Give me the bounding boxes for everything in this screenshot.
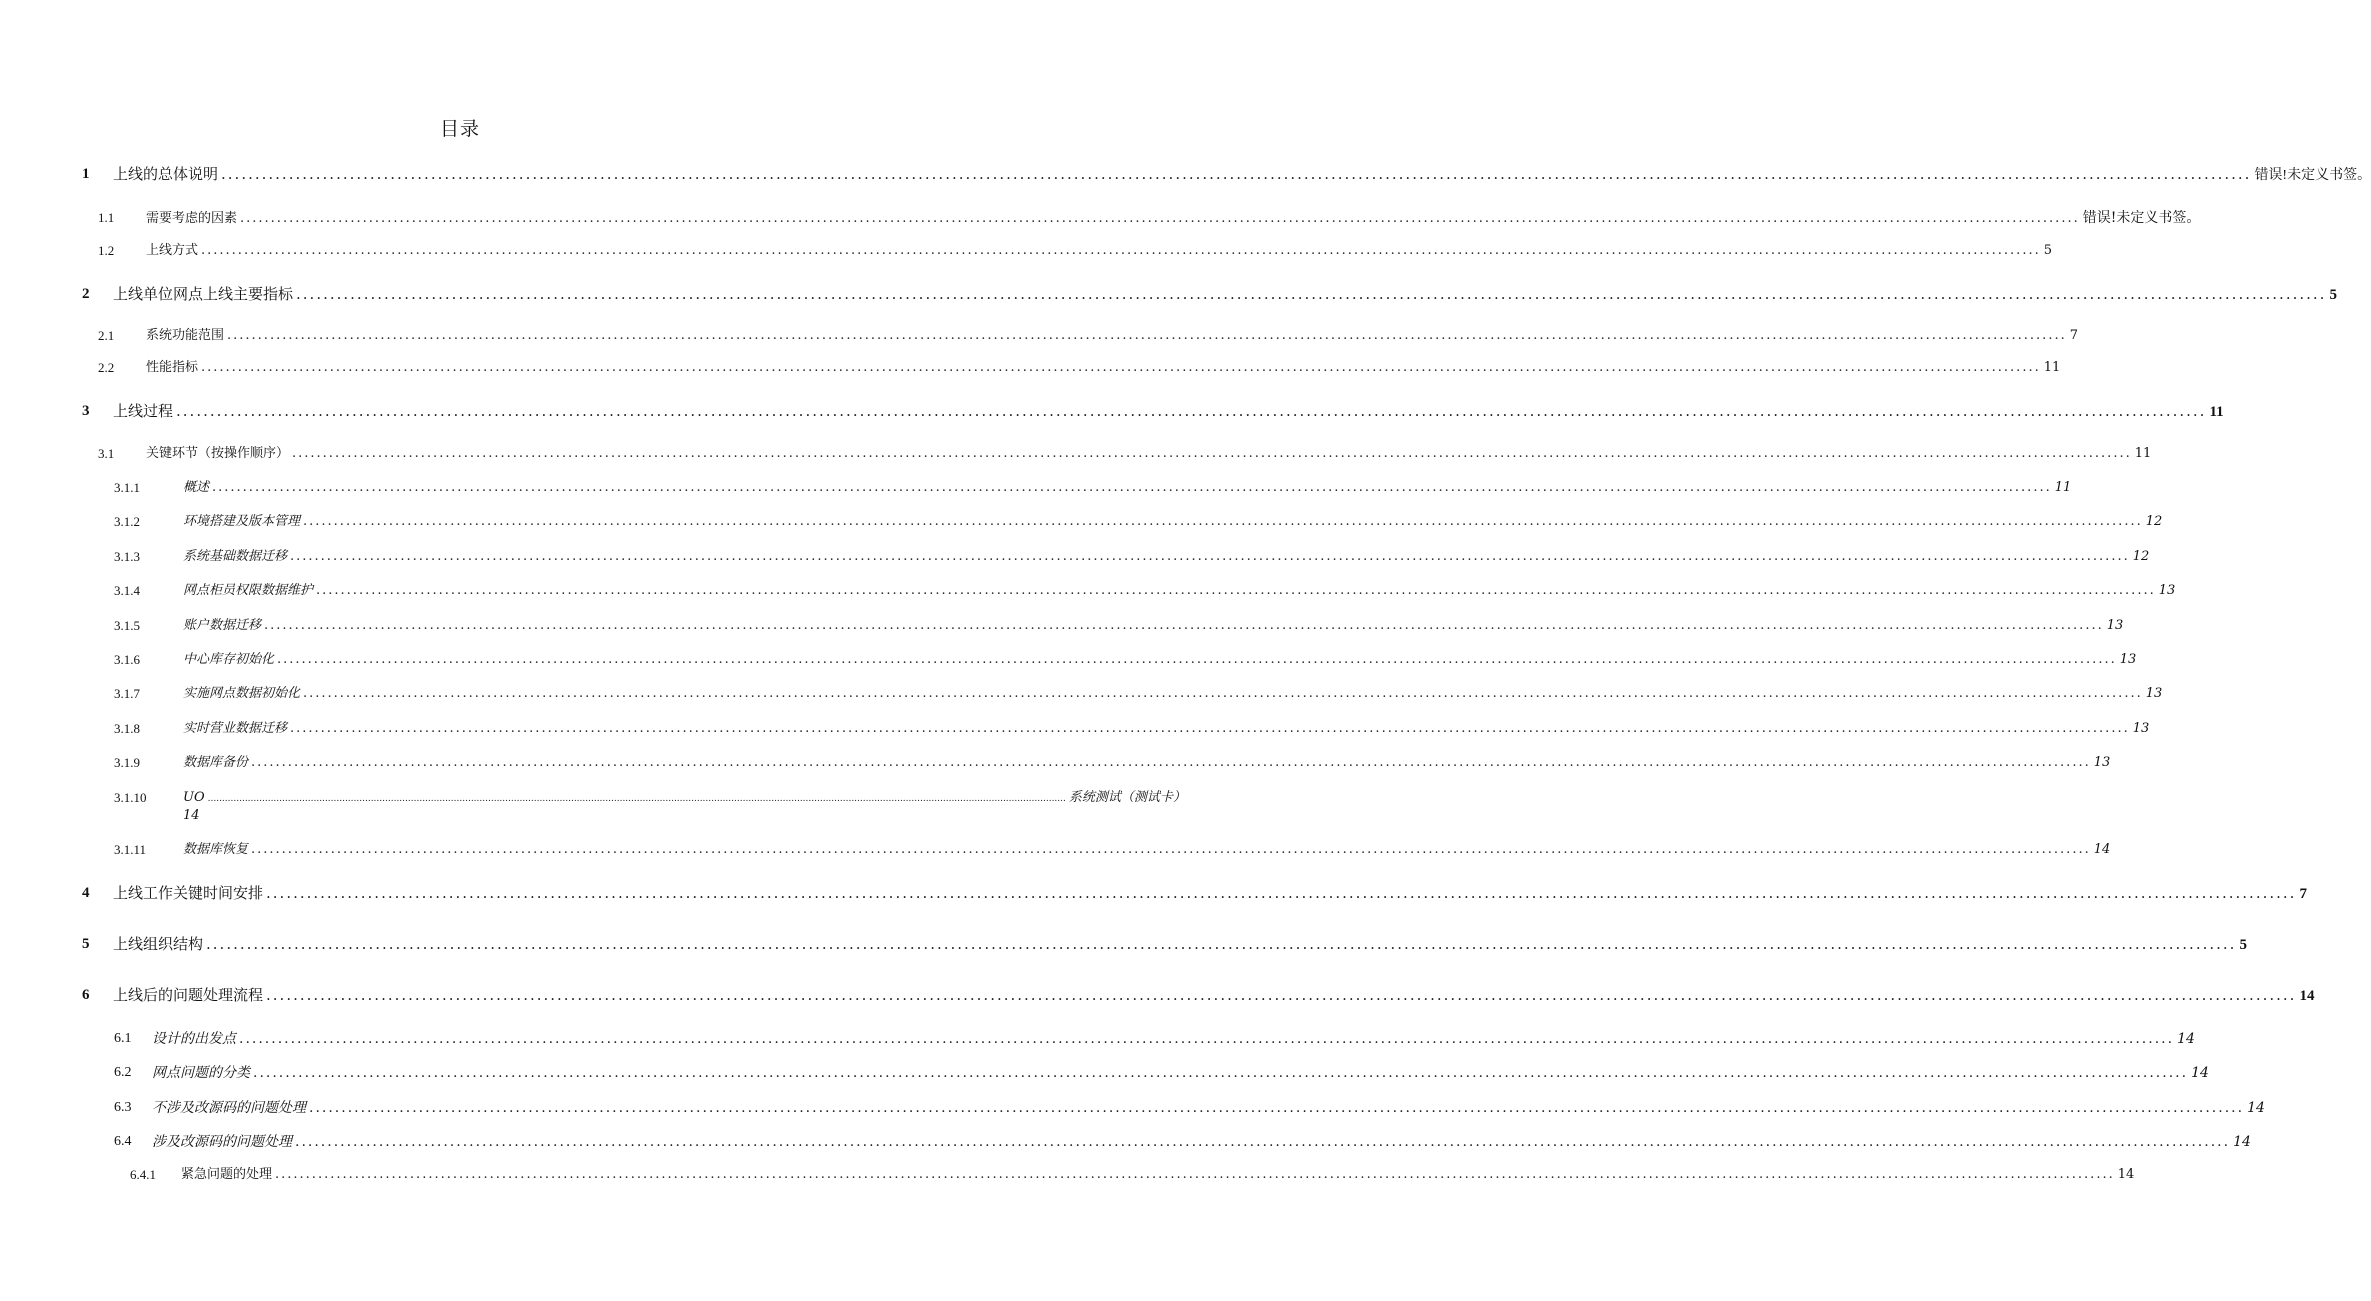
toc-entry-title: 不涉及改源码的问题处理: [152, 1100, 306, 1116]
toc-entry[interactable]: [0, 615, 2124, 637]
toc-entry-number: 3.1.4: [114, 583, 140, 598]
toc-entry-page: 5: [2239, 937, 2247, 953]
toc-entry[interactable]: [0, 1062, 2209, 1084]
toc-leader-dots: ............................................................................................................................................................................................................................................................................................................: [290, 721, 2130, 736]
toc-entry-title: 概述: [183, 480, 210, 495]
toc-leader-dots: ............................................................................................................................................................................................................................................................................................................: [176, 402, 2207, 420]
toc-entry-number: 3.1.7: [114, 686, 140, 701]
toc-leader-dots: ............................................................................................................................................................................................................................................................................................................: [303, 514, 2143, 529]
toc-entry-page: 11: [2054, 480, 2072, 495]
toc-entry-page: 13: [2093, 755, 2111, 770]
toc-leader-dots: ............................................................................................................................................................................................................................................................................................................: [207, 794, 1066, 804]
toc-entry-title-tail: 系统测试（测试卡）: [1068, 790, 1186, 805]
toc-leader-dots: ............................................................................................................................................................................................................................................................................................................: [266, 986, 2297, 1004]
toc-entry-title: 上线的总体说明: [113, 165, 219, 183]
toc-leader-dots: ............................................................................................................................................................................................................................................................................................................: [253, 1065, 2189, 1081]
toc-entry-page: 13: [2132, 721, 2150, 736]
toc-leader-dots: ............................................................................................................................................................................................................................................................................................................: [292, 446, 2132, 461]
toc-entry[interactable]: [0, 1164, 2135, 1186]
toc-entry-page: 14: [2093, 842, 2111, 857]
toc-entry-number: 6.1: [114, 1031, 132, 1046]
toc-entry-page: 7: [2069, 328, 2078, 343]
toc-entry-title: 涉及改源码的问题处理: [152, 1134, 292, 1150]
toc-entry-number: 1.2: [98, 243, 115, 258]
toc-entry-number: 3.1: [98, 446, 115, 461]
toc-leader-dots: ............................................................................................................................................................................................................................................................................................................: [251, 842, 2091, 857]
toc-entry-title: 关键环节（按操作顺序）: [146, 446, 290, 461]
toc-leader-dots: ............................................................................................................................................................................................................................................................................................................: [251, 755, 2091, 770]
toc-leader-dots: ............................................................................................................................................................................................................................................................................................................: [303, 686, 2143, 701]
toc-leader-dots: ............................................................................................................................................................................................................................................................................................................: [295, 1134, 2231, 1150]
toc-entry-title: 账户数据迁移: [183, 618, 262, 633]
toc-leader-dots: ............................................................................................................................................................................................................................................................................................................: [316, 583, 2156, 598]
toc-entry-number: 6.3: [114, 1100, 132, 1115]
toc-entry[interactable]: [0, 283, 2337, 305]
toc-entry[interactable]: [0, 752, 2111, 774]
toc-entry-page: 13: [2106, 618, 2124, 633]
toc-entry-number: 3.1.1: [114, 480, 140, 495]
toc-entry-number: 1.1: [98, 210, 115, 225]
toc-entry-number: 3.1.2: [114, 514, 140, 529]
toc-entry-number: 4: [82, 885, 90, 901]
toc-entry-title: 中心库存初始化: [183, 652, 275, 667]
toc-leader-dots: ............................................................................................................................................................................................................................................................................................................: [201, 243, 2041, 258]
toc-entry-page: 11: [2043, 360, 2061, 375]
toc-entry[interactable]: [0, 649, 2137, 671]
toc-leader-dots: ............................................................................................................................................................................................................................................................................................................: [206, 935, 2237, 953]
toc-entry-title: UO: [183, 790, 205, 805]
toc-entry[interactable]: [0, 477, 2072, 499]
toc-entry-number: 2.1: [98, 328, 115, 343]
toc-entry[interactable]: [0, 511, 2163, 533]
toc-entry-number: 2.2: [98, 360, 115, 375]
toc-entry-page: 13: [2145, 686, 2163, 701]
toc-leader-dots: ............................................................................................................................................................................................................................................................................................................: [290, 549, 2130, 564]
toc-leader-dots: ............................................................................................................................................................................................................................................................................................................: [227, 328, 2067, 343]
toc-entry-number: 6.4.1: [130, 1167, 156, 1182]
toc-entry[interactable]: [0, 933, 2247, 955]
toc-leader-dots: ............................................................................................................................................................................................................................................................................................................: [275, 1167, 2115, 1182]
toc-entry-title: 上线单位网点上线主要指标: [113, 285, 294, 303]
toc-leader-dots: ............................................................................................................................................................................................................................................................................................................: [239, 1031, 2175, 1047]
toc-entry-page: 14: [2191, 1065, 2209, 1081]
toc-entry-number: 2: [82, 286, 90, 302]
toc-entry-page: 12: [2145, 514, 2163, 529]
toc-entry-title: 系统功能范围: [146, 328, 225, 343]
toc-leader-dots: ............................................................................................................................................................................................................................................................................................................: [277, 652, 2117, 667]
toc-entry-page: 14: [183, 808, 200, 823]
toc-entry-number: 5: [82, 936, 90, 952]
toc-entry[interactable]: [0, 787, 1186, 827]
toc-leader-dots: ............................................................................................................................................................................................................................................................................................................: [309, 1100, 2245, 1116]
toc-entry-page: 错误!未定义书签。: [2082, 210, 2201, 226]
toc-entry-page: 14: [2299, 988, 2315, 1004]
toc-entry-page: 14: [2233, 1134, 2251, 1150]
toc-entry-number: 3.1.11: [114, 842, 147, 857]
toc-entry-page: 13: [2119, 652, 2137, 667]
toc-entry-title: 数据库恢复: [183, 842, 249, 857]
toc-entry[interactable]: [0, 443, 2152, 465]
toc-entry-page: 14: [2117, 1167, 2135, 1182]
toc-entry[interactable]: [0, 546, 2150, 568]
toc-entry-number: 3.1.10: [114, 790, 147, 805]
toc-entry-title: 设计的出发点: [152, 1031, 236, 1047]
toc-entry[interactable]: [0, 984, 2315, 1006]
toc-entry-title: 紧急问题的处理: [181, 1167, 273, 1182]
toc-entry-number: 3.1.9: [114, 755, 140, 770]
toc-entry-title: 实时营业数据迁移: [183, 721, 288, 736]
toc-entry-page: 13: [2158, 583, 2176, 598]
toc-entry[interactable]: [0, 400, 2224, 422]
toc-entry-page: 7: [2299, 886, 2307, 902]
toc-entry[interactable]: [0, 207, 2201, 229]
toc-entry[interactable]: [0, 1097, 2265, 1119]
toc-leader-dots: ............................................................................................................................................................................................................................................................................................................: [221, 165, 2252, 183]
toc-entry-number: 6.4: [114, 1134, 132, 1149]
toc-title: 目录: [439, 118, 480, 140]
toc-entry-title: 网点问题的分类: [152, 1065, 250, 1081]
toc-entry[interactable]: [0, 240, 2052, 262]
toc-entry-number: 3: [82, 403, 90, 419]
toc-entry-title: 上线工作关键时间安排: [113, 884, 264, 902]
toc-entry-number: 3.1.8: [114, 721, 140, 736]
toc-entry[interactable]: [0, 163, 2371, 185]
toc-entry-number: 3.1.5: [114, 618, 140, 633]
toc-entry[interactable]: [0, 718, 2150, 740]
toc-entry[interactable]: [0, 683, 2163, 705]
toc-entry[interactable]: [0, 1131, 2251, 1153]
toc-entry-number: 6.2: [114, 1065, 132, 1080]
toc-entry-page: 14: [2247, 1100, 2265, 1116]
toc-entry-page: 5: [2043, 243, 2052, 258]
toc-leader-dots: ............................................................................................................................................................................................................................................................................................................: [266, 884, 2297, 902]
toc-entry[interactable]: [0, 839, 2111, 861]
toc-leader-dots: ............................................................................................................................................................................................................................................................................................................: [212, 480, 2052, 495]
toc-leader-dots: ............................................................................................................................................................................................................................................................................................................: [201, 360, 2041, 375]
toc-entry-title: 数据库备份: [183, 755, 249, 770]
toc-entry-title: 系统基础数据迁移: [183, 549, 288, 564]
toc-entry-title: 上线过程: [113, 402, 174, 420]
toc-entry-title: 需要考虑的因素: [146, 211, 238, 226]
toc-entry-page: 5: [2329, 287, 2337, 303]
toc-entry-page: 14: [2177, 1031, 2195, 1047]
toc-entry-title: 环境搭建及版本管理: [183, 514, 301, 529]
toc-entry[interactable]: [0, 357, 2061, 379]
toc-entry-number: 3.1.6: [114, 652, 140, 667]
toc-leader-dots: ............................................................................................................................................................................................................................................................................................................: [296, 285, 2327, 303]
toc-entry-title: 网点柜员权限数据维护: [183, 583, 314, 598]
toc-entry-page: 11: [2134, 446, 2152, 461]
toc-entry-title: 实施网点数据初始化: [183, 686, 301, 701]
toc-entry-number: 1: [82, 166, 90, 182]
toc-entry[interactable]: [0, 882, 2307, 904]
toc-entry-title: 性能指标: [146, 360, 199, 375]
toc-entry[interactable]: [0, 325, 2078, 347]
toc-entry[interactable]: [0, 1028, 2195, 1050]
toc-leader-dots: ............................................................................................................................................................................................................................................................................................................: [264, 618, 2104, 633]
toc-entry-title: 上线组织结构: [113, 935, 204, 953]
toc-entry[interactable]: [0, 580, 2176, 602]
toc-entry-page: 错误!未定义书签。: [2254, 168, 2371, 183]
toc-entry-page: 11: [2209, 404, 2224, 420]
toc-entry-page: 12: [2132, 549, 2150, 564]
toc-entry-title: 上线后的问题处理流程: [113, 986, 264, 1004]
toc-entry-title: 上线方式: [146, 243, 199, 258]
toc-entry-number: 6: [82, 987, 90, 1003]
toc-leader-dots: ............................................................................................................................................................................................................................................................................................................: [240, 211, 2080, 226]
toc-entry-number: 3.1.3: [114, 549, 140, 564]
